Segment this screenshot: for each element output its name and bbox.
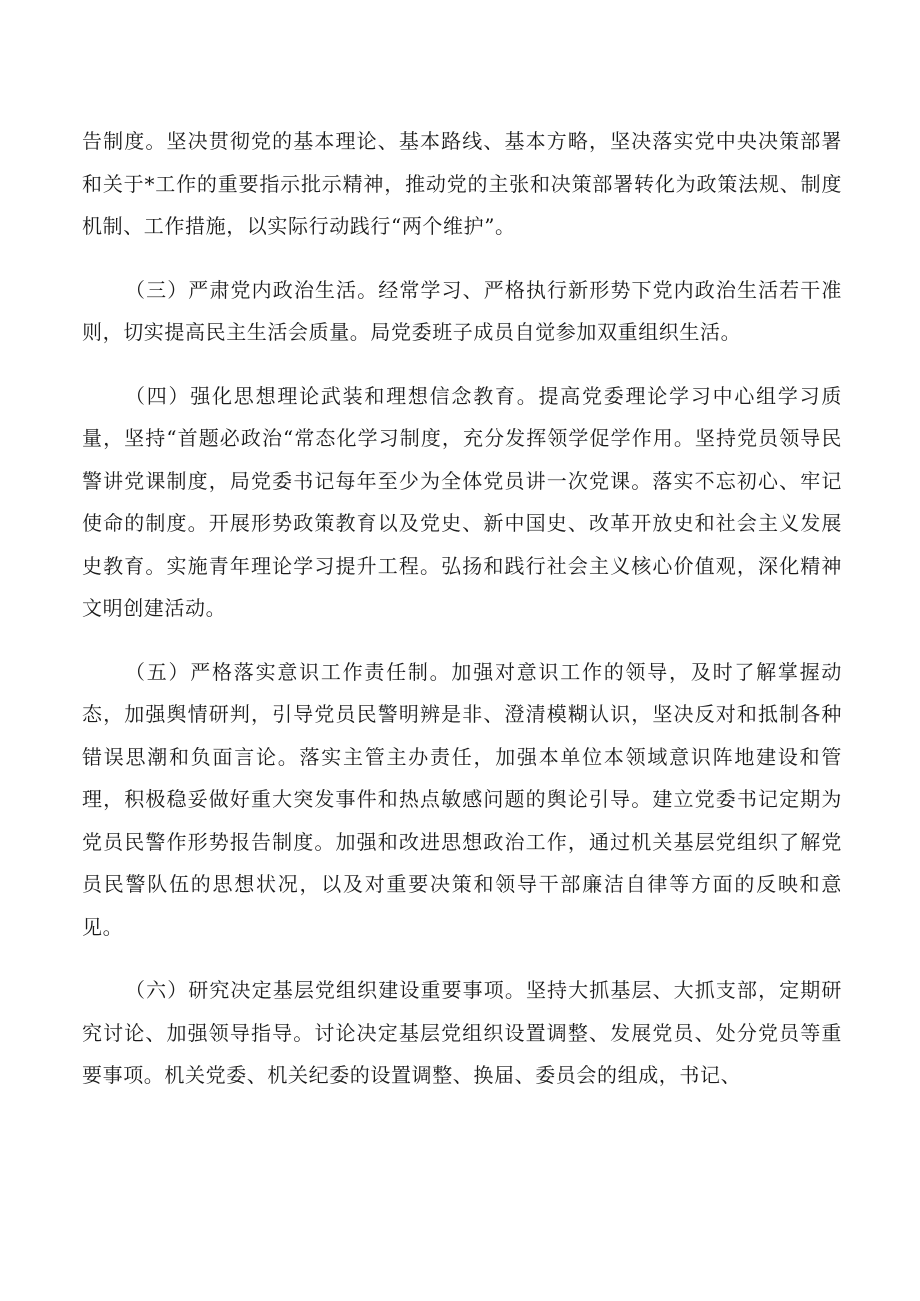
paragraph-section-6: （六）研究决定基层党组织建设重要事项。坚持大抓基层、大抓支部，定期研究讨论、加强领导指导。讨论决定基层党组织设置调整、发展党员、处分党员等重要事项。机关党委、机关纪委的设置调整、换届、委员会的组成，书记、	[82, 978, 842, 1087]
paragraph-section-5: （五）严格落实意识工作责任制。加强对意识工作的领导，及时了解掌握动态，加强舆情研判，引导党员民警明辨是非、澄清模糊认识，坚决反对和抵制各种错误思潮和负面言论。落实主管主办责任，加强本单位本领域意识阵地建设和管理，积极稳妥做好重大突发事件和热点敏感问题的舆论引导。建立党委书记定期为党员民警作形势报告制度。加强和改进思想政治工作，通过机关基层党组织了解党员民警队伍的思想状况，以及对重要决策和领导干部廉洁自律等方面的反映和意见。	[82, 659, 842, 939]
paragraph-section-4: （四）强化思想理论武装和理想信念教育。提高党委理论学习中心组学习质量，坚持“首题必政治“常态化学习制度，充分发挥领学促学作用。坚持党员领导民警讲党课制度，局党委书记每年至少为全体党员讲一次党课。落实不忘初心、牢记使命的制度。开展形势政策教育以及党史、新中国史、改革开放史和社会主义发展史教育。实施青年理论学习提升工程。弘扬和践行社会主义核心价值观，深化精神文明创建活动。	[82, 383, 842, 620]
document-body	[82, 120, 842, 1097]
paragraph-section-3: （三）严肃党内政治生活。经常学习、严格执行新形势下党内政治生活若干准则，切实提高民主生活会质量。局党委班子成员自觉参加双重组织生活。	[82, 277, 842, 344]
paragraph-continuation: 告制度。坚决贯彻党的基本理论、基本路线、基本方略，坚决落实党中央决策部署和关于*工作的重要指示批示精神，推动党的主张和决策部署转化为政策法规、制度机制、工作措施，以实际行动践行“两个维护”。	[82, 129, 842, 238]
